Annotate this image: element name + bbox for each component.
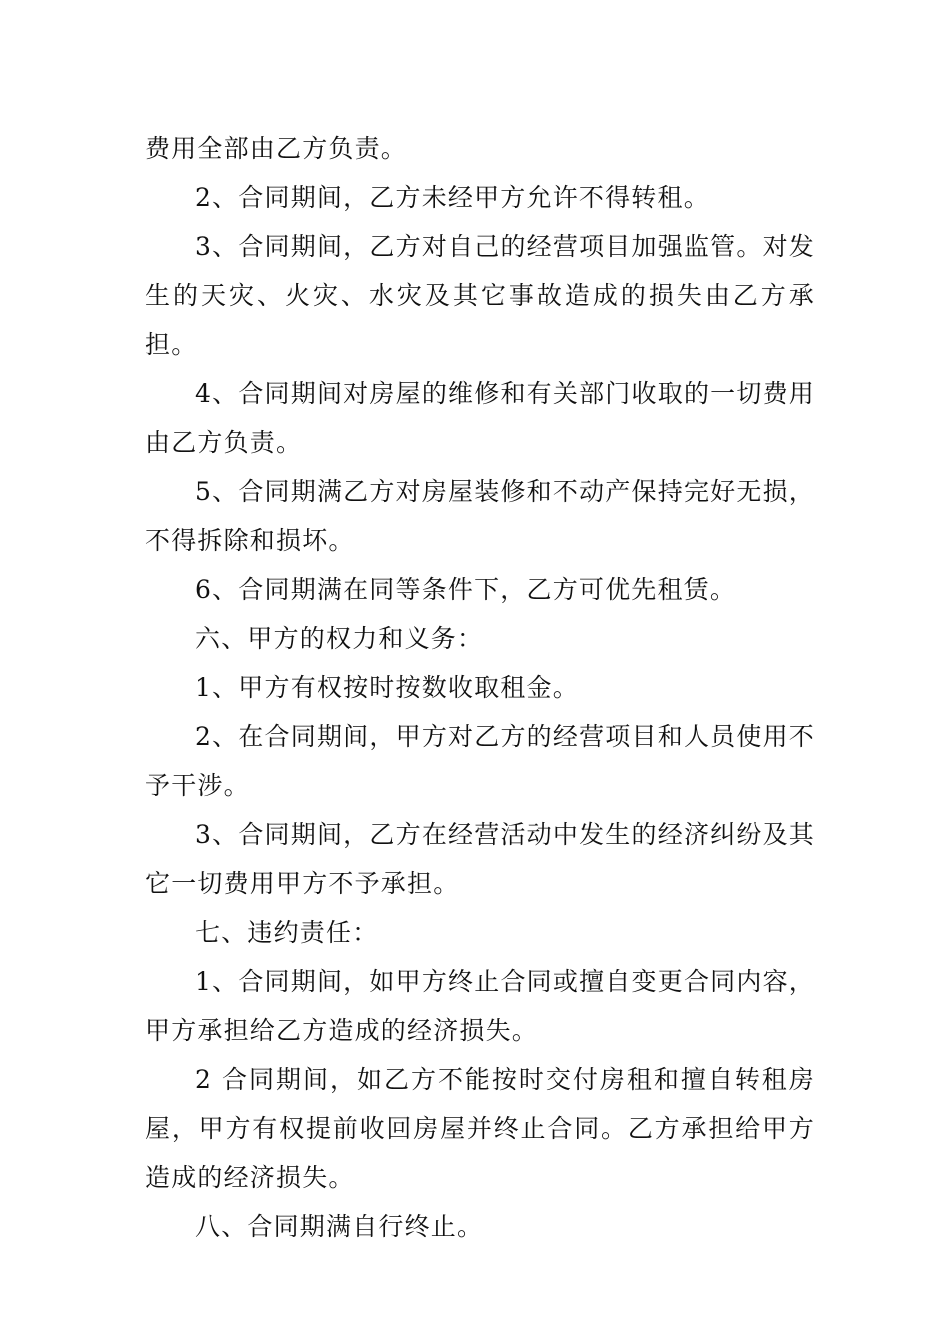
paragraph-clause-6-3: 3、合同期间，乙方在经营活动中发生的经济纠纷及其它一切费用甲方不予承担。 [145,820,815,898]
document-body [145,124,815,1251]
paragraph-clause-6-2: 2、在合同期间，甲方对乙方的经营项目和人员使用不予干涉。 [145,722,815,800]
paragraph-clause-7-1: 1、合同期间，如甲方终止合同或擅自变更合同内容，甲方承担给乙方造成的经济损失。 [145,967,815,1045]
paragraph-continuation: 费用全部由乙方负责。 [145,134,408,163]
section-heading-8: 八、合同期满自行终止。 [195,1212,484,1241]
section-heading-7: 七、违约责任： [195,918,379,947]
paragraph-clause-6-1: 1、甲方有权按时按数收取租金。 [195,673,579,702]
paragraph-clause-5-4: 4、合同期间对房屋的维修和有关部门收取的一切费用由乙方负责。 [145,379,815,457]
paragraph-clause-5-3: 3、合同期间，乙方对自己的经营项目加强监管。对发生的天灾、火灾、水灾及其它事故造成的损失由乙方承担。 [145,232,815,359]
paragraph-clause-7-2: 2 合同期间，如乙方不能按时交付房租和擅自转租房屋，甲方有权提前收回房屋并终止合同。乙方承担给甲方造成的经济损失。 [145,1065,815,1192]
paragraph-clause-5-6: 6、合同期满在同等条件下，乙方可优先租赁。 [195,575,737,604]
section-heading-6: 六、甲方的权力和义务： [195,624,484,653]
paragraph-clause-5-5: 5、合同期满乙方对房屋装修和不动产保持完好无损，不得拆除和损坏。 [145,477,815,555]
paragraph-clause-5-2: 2、合同期间，乙方未经甲方允许不得转租。 [195,183,710,212]
